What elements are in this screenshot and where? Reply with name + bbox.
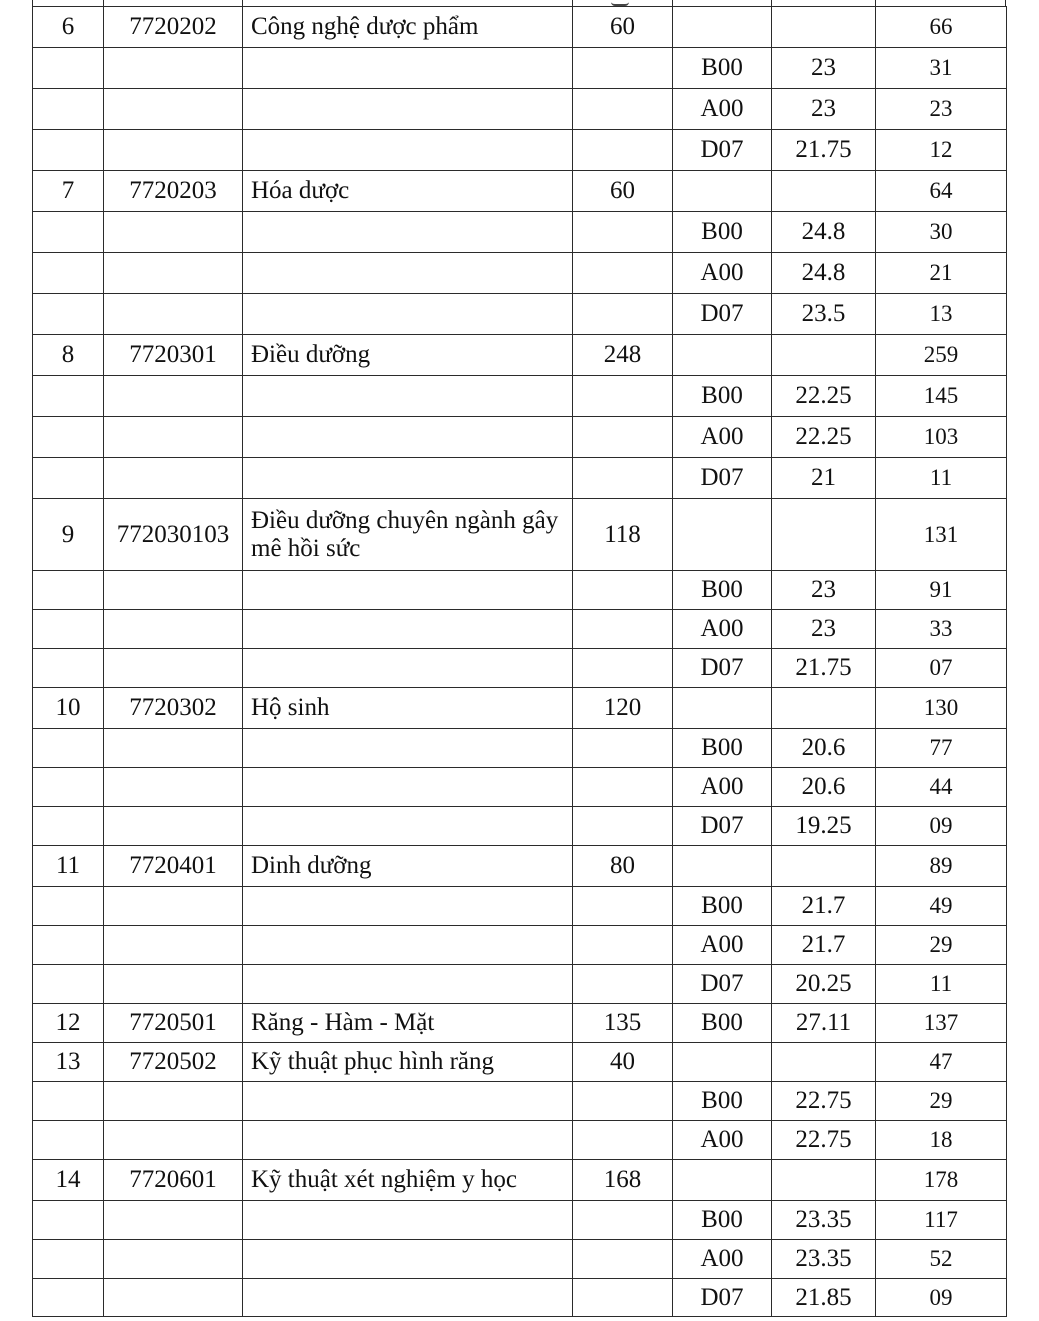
table-row [33,294,1007,335]
table-body [33,7,1007,1317]
subject-block-cell: A00 [673,89,772,130]
subject-block-cell: A00 [673,1240,772,1279]
cutoff-score-cell: 23 [772,610,876,649]
major-code-cell [104,965,243,1004]
row-number-cell [33,1121,104,1160]
table-row [33,571,1007,610]
subject-block-cell [673,1043,772,1082]
major-name-cell [243,48,573,89]
quota-cell [573,48,673,89]
admitted-count-cell: 103 [876,417,1007,458]
admitted-count-cell: 145 [876,376,1007,417]
major-code-cell [104,48,243,89]
major-code-cell [104,1121,243,1160]
subject-block-cell: B00 [673,212,772,253]
major-code-cell: 7720302 [104,688,243,729]
quota-cell [573,965,673,1004]
admitted-count-cell: 44 [876,768,1007,807]
table-row [33,458,1007,499]
cutoff-score-cell: 22.25 [772,376,876,417]
major-code-cell [104,649,243,688]
quota-cell [573,253,673,294]
cutoff-score-cell: 23.5 [772,294,876,335]
subject-block-cell [673,335,772,376]
quota-cell [573,768,673,807]
major-code-cell: 7720401 [104,846,243,887]
row-number-cell [33,807,104,846]
row-number-cell: 6 [33,7,104,48]
row-number-cell [33,294,104,335]
subject-block-cell: A00 [673,1121,772,1160]
cutoff-score-cell: 23 [772,571,876,610]
cutoff-score-cell [772,1043,876,1082]
subject-block-cell: D07 [673,294,772,335]
quota-cell [573,729,673,768]
quota-cell [573,417,673,458]
admission-results-table [32,6,1007,1317]
major-name-cell [243,768,573,807]
admitted-count-cell: 09 [876,807,1007,846]
row-number-cell [33,458,104,499]
subject-block-cell: D07 [673,1279,772,1317]
row-number-cell [33,1279,104,1317]
table-row [33,1121,1007,1160]
subject-block-cell: B00 [673,571,772,610]
cutoff-score-cell: 19.25 [772,807,876,846]
quota-cell: 60 [573,171,673,212]
major-code-cell [104,1082,243,1121]
admitted-count-cell: 66 [876,7,1007,48]
admitted-count-cell: 178 [876,1160,1007,1201]
admitted-count-cell: 29 [876,926,1007,965]
major-name-cell [243,253,573,294]
quota-cell [573,130,673,171]
major-code-cell [104,768,243,807]
subject-block-cell: A00 [673,253,772,294]
admitted-count-cell: 11 [876,965,1007,1004]
row-number-cell: 8 [33,335,104,376]
table-row [33,171,1007,212]
major-name-cell: Răng - Hàm - Mặt [243,1004,573,1043]
major-code-cell [104,89,243,130]
major-code-cell [104,807,243,846]
subject-block-cell: B00 [673,1201,772,1240]
table-row [33,89,1007,130]
major-name-cell [243,212,573,253]
table-row [33,965,1007,1004]
row-number-cell: 14 [33,1160,104,1201]
major-name-cell: Hộ sinh [243,688,573,729]
table-row [33,846,1007,887]
major-code-cell: 7720501 [104,1004,243,1043]
major-name-cell [243,729,573,768]
subject-block-cell: B00 [673,1082,772,1121]
admitted-count-cell: 18 [876,1121,1007,1160]
row-number-cell [33,887,104,926]
major-code-cell [104,376,243,417]
row-number-cell [33,571,104,610]
row-number-cell [33,1240,104,1279]
admitted-count-cell: 23 [876,89,1007,130]
row-number-cell [33,376,104,417]
subject-block-cell: A00 [673,926,772,965]
cutoff-score-cell: 21.7 [772,887,876,926]
cutoff-score-cell: 20.25 [772,965,876,1004]
admitted-count-cell: 117 [876,1201,1007,1240]
cutoff-score-cell: 27.11 [772,1004,876,1043]
quota-cell: 168 [573,1160,673,1201]
row-number-cell [33,610,104,649]
major-code-cell [104,926,243,965]
quota-cell [573,1240,673,1279]
major-name-cell [243,926,573,965]
quota-cell [573,1121,673,1160]
subject-block-cell: A00 [673,610,772,649]
row-number-cell: 12 [33,1004,104,1043]
table-row [33,1160,1007,1201]
admitted-count-cell: 49 [876,887,1007,926]
subject-block-cell: A00 [673,417,772,458]
admitted-count-cell: 259 [876,335,1007,376]
subject-block-cell [673,1160,772,1201]
table-row [33,926,1007,965]
quota-cell [573,212,673,253]
major-name-cell [243,887,573,926]
table-row [33,1279,1007,1317]
cutoff-score-cell: 21.7 [772,926,876,965]
table-row [33,1082,1007,1121]
row-number-cell [33,253,104,294]
admitted-count-cell: 89 [876,846,1007,887]
cutoff-score-cell: 24.8 [772,253,876,294]
quota-cell [573,294,673,335]
major-name-cell [243,610,573,649]
major-name-cell: Dinh dưỡng [243,846,573,887]
major-code-cell [104,610,243,649]
major-code-cell: 7720601 [104,1160,243,1201]
quota-cell [573,1082,673,1121]
major-name-cell [243,458,573,499]
table-row [33,417,1007,458]
subject-block-cell [673,846,772,887]
table-row [33,768,1007,807]
cutoff-score-cell: 23.35 [772,1201,876,1240]
major-name-cell: Kỹ thuật phục hình răng [243,1043,573,1082]
row-number-cell [33,926,104,965]
cutoff-score-cell [772,846,876,887]
major-name-cell [243,1121,573,1160]
subject-block-cell: D07 [673,649,772,688]
major-code-cell: 772030103 [104,499,243,571]
admitted-count-cell: 137 [876,1004,1007,1043]
major-code-cell [104,729,243,768]
row-number-cell [33,1201,104,1240]
table-row [33,887,1007,926]
row-number-cell [33,649,104,688]
table-row [33,1043,1007,1082]
quota-cell [573,926,673,965]
major-name-cell [243,1240,573,1279]
cutoff-score-cell: 21.75 [772,649,876,688]
table-row [33,1201,1007,1240]
subject-block-cell [673,171,772,212]
quota-cell [573,458,673,499]
subject-block-cell: D07 [673,458,772,499]
major-name-cell [243,417,573,458]
major-code-cell: 7720502 [104,1043,243,1082]
quota-cell [573,649,673,688]
row-number-cell: 9 [33,499,104,571]
major-name-cell [243,294,573,335]
table-row [33,130,1007,171]
table-row [33,649,1007,688]
cutoff-score-cell: 22.25 [772,417,876,458]
row-number-cell: 10 [33,688,104,729]
admitted-count-cell: 33 [876,610,1007,649]
admitted-count-cell: 52 [876,1240,1007,1279]
cutoff-score-cell [772,1160,876,1201]
admission-results-table-wrapper [32,6,1006,1317]
quota-cell [573,376,673,417]
major-name-cell: Kỹ thuật xét nghiệm y học [243,1160,573,1201]
table-row [33,688,1007,729]
subject-block-cell: B00 [673,376,772,417]
cutoff-score-cell: 21.85 [772,1279,876,1317]
major-code-cell: 7720202 [104,7,243,48]
admitted-count-cell: 91 [876,571,1007,610]
admitted-count-cell: 29 [876,1082,1007,1121]
major-code-cell [104,1240,243,1279]
major-name-cell: Điều dưỡng [243,335,573,376]
admitted-count-cell: 13 [876,294,1007,335]
major-code-cell [104,294,243,335]
major-name-cell: Công nghệ dược phẩm [243,7,573,48]
major-name-cell [243,649,573,688]
quota-cell [573,887,673,926]
table-row [33,610,1007,649]
subject-block-cell [673,7,772,48]
subject-block-cell [673,499,772,571]
major-name-cell [243,807,573,846]
subject-block-cell [673,688,772,729]
admitted-count-cell: 47 [876,1043,1007,1082]
major-name-cell: Hóa dược [243,171,573,212]
table-row [33,48,1007,89]
subject-block-cell: B00 [673,887,772,926]
row-number-cell [33,417,104,458]
admitted-count-cell: 07 [876,649,1007,688]
major-code-cell: 7720301 [104,335,243,376]
admitted-count-cell: 131 [876,499,1007,571]
major-code-cell [104,1201,243,1240]
quota-cell: 118 [573,499,673,571]
cutoff-score-cell [772,688,876,729]
cutoff-score-cell [772,499,876,571]
major-code-cell [104,212,243,253]
cutoff-score-cell [772,171,876,212]
major-code-cell [104,571,243,610]
major-code-cell [104,458,243,499]
quota-cell [573,807,673,846]
row-number-cell: 11 [33,846,104,887]
cutoff-score-cell: 23 [772,48,876,89]
major-code-cell [104,253,243,294]
subject-block-cell: D07 [673,965,772,1004]
row-number-cell [33,48,104,89]
table-row [33,499,1007,571]
subject-block-cell: A00 [673,768,772,807]
admitted-count-cell: 130 [876,688,1007,729]
cutoff-score-cell: 21 [772,458,876,499]
quota-cell [573,1279,673,1317]
quota-cell [573,610,673,649]
subject-block-cell: D07 [673,807,772,846]
major-name-cell [243,965,573,1004]
table-row [33,7,1007,48]
quota-cell: 135 [573,1004,673,1043]
table-row [33,335,1007,376]
major-name-cell [243,376,573,417]
admitted-count-cell: 21 [876,253,1007,294]
major-name-cell: Điều dưỡng chuyên ngành gây mê hồi sức [243,499,573,571]
row-number-cell [33,89,104,130]
major-name-cell [243,571,573,610]
table-row [33,729,1007,768]
subject-block-cell: B00 [673,1004,772,1043]
admitted-count-cell: 64 [876,171,1007,212]
major-name-cell [243,1201,573,1240]
quota-cell: 248 [573,335,673,376]
cutoff-score-cell: 22.75 [772,1121,876,1160]
table-row [33,212,1007,253]
major-name-cell [243,1082,573,1121]
major-name-cell [243,1279,573,1317]
subject-block-cell: D07 [673,130,772,171]
admitted-count-cell: 77 [876,729,1007,768]
major-code-cell [104,1279,243,1317]
quota-cell: 80 [573,846,673,887]
quota-cell: 60 [573,7,673,48]
row-number-cell [33,729,104,768]
cutoff-score-cell: 23.35 [772,1240,876,1279]
table-row [33,376,1007,417]
quota-cell [573,571,673,610]
cutoff-score-cell: 21.75 [772,130,876,171]
cutoff-score-cell: 24.8 [772,212,876,253]
admitted-count-cell: 11 [876,458,1007,499]
cutoff-score-cell: 23 [772,89,876,130]
cutoff-score-cell [772,7,876,48]
major-name-cell [243,89,573,130]
quota-cell [573,89,673,130]
major-code-cell [104,130,243,171]
cutoff-score-cell: 20.6 [772,768,876,807]
row-number-cell [33,212,104,253]
row-number-cell: 7 [33,171,104,212]
admitted-count-cell: 30 [876,212,1007,253]
quota-cell [573,1201,673,1240]
row-number-cell: 13 [33,1043,104,1082]
cutoff-score-cell [772,335,876,376]
row-number-cell [33,965,104,1004]
row-number-cell [33,130,104,171]
cutoff-score-cell: 22.75 [772,1082,876,1121]
admitted-count-cell: 09 [876,1279,1007,1317]
subject-block-cell: B00 [673,48,772,89]
quota-cell: 120 [573,688,673,729]
admitted-count-cell: 31 [876,48,1007,89]
major-code-cell [104,887,243,926]
quota-cell: 40 [573,1043,673,1082]
row-number-cell [33,768,104,807]
table-row [33,1004,1007,1043]
subject-block-cell: B00 [673,729,772,768]
row-number-cell [33,1082,104,1121]
admitted-count-cell: 12 [876,130,1007,171]
major-name-cell [243,130,573,171]
table-row [33,807,1007,846]
table-row [33,1240,1007,1279]
cutoff-score-cell: 20.6 [772,729,876,768]
major-code-cell: 7720203 [104,171,243,212]
major-code-cell [104,417,243,458]
table-row [33,253,1007,294]
